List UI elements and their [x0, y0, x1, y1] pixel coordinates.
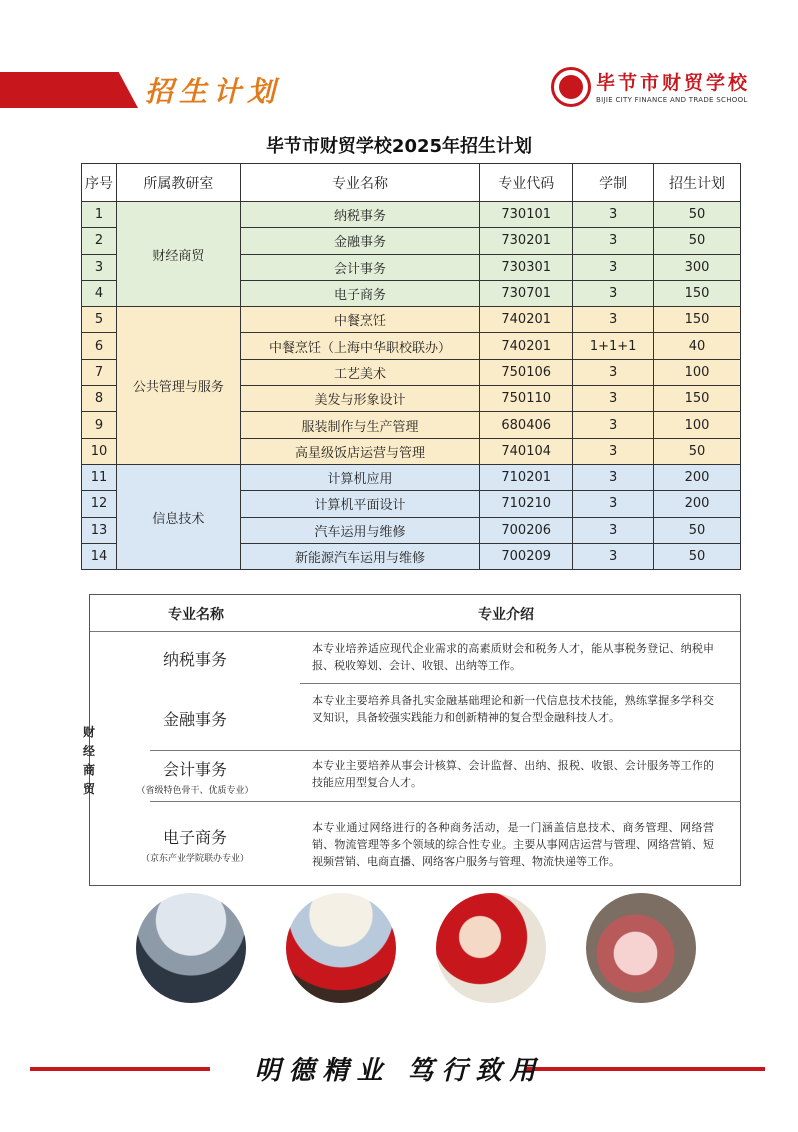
- cell-major: 纳税事务: [240, 202, 480, 228]
- cell-no: 2: [82, 228, 117, 254]
- major-name: 会计事务: [162, 760, 227, 779]
- cell-no: 12: [82, 491, 117, 517]
- cell-no: 4: [82, 280, 117, 306]
- student-practice-photo: [436, 893, 546, 1003]
- cell-plan: 50: [654, 228, 741, 254]
- divider: [150, 801, 740, 802]
- header-dept: 所属教研室: [116, 164, 240, 202]
- intro-col-name: 专业名称: [168, 607, 224, 623]
- table-header-row: [82, 164, 741, 202]
- school-motto: 明德精业 笃行致用: [254, 1056, 544, 1086]
- major-name: 金融事务: [162, 710, 227, 729]
- cell-major: 中餐烹饪: [240, 307, 480, 333]
- cell-no: 5: [82, 307, 117, 333]
- cell-code: 680406: [480, 412, 573, 438]
- cell-plan: 150: [654, 280, 741, 306]
- cell-code: 730301: [480, 254, 573, 280]
- cell-code: 710201: [480, 464, 573, 490]
- cell-dept: 公共管理与服务: [116, 307, 240, 465]
- enrollment-table: [81, 163, 741, 570]
- intro-side-label: 财经商贸: [82, 725, 95, 796]
- cell-years: 3: [573, 517, 654, 543]
- intro-col-desc: 专业介绍: [478, 607, 534, 623]
- cell-years: 3: [573, 438, 654, 464]
- cell-no: 13: [82, 517, 117, 543]
- cell-years: 3: [573, 464, 654, 490]
- cell-major: 美发与形象设计: [240, 386, 480, 412]
- major-name-block: [90, 757, 300, 796]
- major-note: （京东产业学院联办专业）: [140, 854, 249, 864]
- computer-lab-photo: [136, 893, 246, 1003]
- cell-major: 中餐烹饪（上海中华职校联办）: [240, 333, 480, 359]
- cell-no: 8: [82, 386, 117, 412]
- cell-major: 新能源汽车运用与维修: [240, 543, 480, 569]
- cell-no: 6: [82, 333, 117, 359]
- major-name-block: [90, 825, 300, 864]
- divider: [300, 683, 740, 684]
- school-logo-icon: [551, 67, 591, 107]
- major-desc: 本专业主要培养从事会计核算、会计监督、出纳、报税、收银、会计服务等工作的技能应用型复合人才。: [312, 759, 714, 789]
- cell-major: 计算机应用: [240, 464, 480, 490]
- major-desc: 本专业主要培养具备扎实金融基础理论和新一代信息技术技能，熟练掌握多学科交叉知识，具备较强实践能力和创新精神的复合型金融科技人才。: [312, 694, 714, 724]
- cell-code: 730101: [480, 202, 573, 228]
- cell-plan: 50: [654, 202, 741, 228]
- cell-no: 3: [82, 254, 117, 280]
- header-no: 序号: [82, 164, 117, 202]
- cell-major: 高星级饭店运营与管理: [240, 438, 480, 464]
- cell-code: 700206: [480, 517, 573, 543]
- cell-plan: 50: [654, 517, 741, 543]
- cell-code: 730201: [480, 228, 573, 254]
- cell-major: 汽车运用与维修: [240, 517, 480, 543]
- cell-plan: 50: [654, 438, 741, 464]
- cell-no: 14: [82, 543, 117, 569]
- cell-years: 3: [573, 359, 654, 385]
- table-row: [82, 464, 741, 490]
- school-name-en: BIJIE CITY FINANCE AND TRADE SCHOOL: [596, 96, 748, 104]
- cell-plan: 100: [654, 359, 741, 385]
- cell-years: 3: [573, 386, 654, 412]
- cell-years: 3: [573, 307, 654, 333]
- cell-years: 3: [573, 202, 654, 228]
- cell-years: 3: [573, 491, 654, 517]
- students-group-photo: [286, 893, 396, 1003]
- cell-major: 金融事务: [240, 228, 480, 254]
- cell-plan: 50: [654, 543, 741, 569]
- cell-code: 750106: [480, 359, 573, 385]
- cell-plan: 150: [654, 307, 741, 333]
- cell-years: 3: [573, 254, 654, 280]
- header-banner: [0, 72, 138, 108]
- major-intro-box: [82, 594, 741, 886]
- cell-plan: 300: [654, 254, 741, 280]
- cell-code: 750110: [480, 386, 573, 412]
- cell-years: 3: [573, 280, 654, 306]
- cell-no: 1: [82, 202, 117, 228]
- cell-plan: 200: [654, 491, 741, 517]
- divider: [90, 631, 740, 632]
- divider: [150, 750, 740, 751]
- cell-major: 工艺美术: [240, 359, 480, 385]
- cell-code: 740201: [480, 333, 573, 359]
- cell-code: 740104: [480, 438, 573, 464]
- intro-header: [90, 595, 740, 631]
- cell-code: 730701: [480, 280, 573, 306]
- cell-no: 9: [82, 412, 117, 438]
- banner-title: 招生计划: [145, 75, 282, 108]
- major-name-block: [90, 647, 300, 670]
- major-name: 电子商务: [162, 828, 227, 847]
- cell-plan: 150: [654, 386, 741, 412]
- page-title: 毕节市财贸学校2025年招生计划: [265, 136, 533, 157]
- major-desc: 本专业通过网络进行的各种商务活动，是一门涵盖信息技术、商务管理、网络营销、物流管理等多个领域的综合性专业。主要从事网店运营与管理、网络营销、短视频营销、电商直播、网络客户服务与管理、物流快递等工作。: [312, 821, 714, 868]
- cell-code: 740201: [480, 307, 573, 333]
- cell-major: 电子商务: [240, 280, 480, 306]
- cell-no: 7: [82, 359, 117, 385]
- live-stream-photo: [586, 893, 696, 1003]
- cell-years: 3: [573, 228, 654, 254]
- cell-years: 3: [573, 412, 654, 438]
- header-code: 专业代码: [480, 164, 573, 202]
- cell-no: 11: [82, 464, 117, 490]
- cell-major: 服装制作与生产管理: [240, 412, 480, 438]
- header-plan: 招生计划: [654, 164, 741, 202]
- major-name-block: [90, 707, 300, 730]
- cell-major: 计算机平面设计: [240, 491, 480, 517]
- table-row: [82, 202, 741, 228]
- cell-years: 1+1+1: [573, 333, 654, 359]
- cell-code: 710210: [480, 491, 573, 517]
- cell-plan: 100: [654, 412, 741, 438]
- major-note: （省级特色骨干、优质专业）: [136, 786, 254, 796]
- school-name-cn: 毕节市财贸学校: [596, 72, 751, 94]
- cell-plan: 200: [654, 464, 741, 490]
- major-name: 纳税事务: [162, 650, 227, 669]
- header-years: 学制: [573, 164, 654, 202]
- cell-major: 会计事务: [240, 254, 480, 280]
- cell-years: 3: [573, 543, 654, 569]
- cell-dept: 财经商贸: [116, 202, 240, 307]
- cell-dept: 信息技术: [116, 464, 240, 569]
- table-row: [82, 307, 741, 333]
- cell-plan: 40: [654, 333, 741, 359]
- header-major: 专业名称: [240, 164, 480, 202]
- major-desc: 本专业培养适应现代企业需求的高素质财会和税务人才，能从事税务登记、纳税申报、税收筹划、会计、收银、出纳等工作。: [312, 642, 714, 672]
- cell-no: 10: [82, 438, 117, 464]
- cell-code: 700209: [480, 543, 573, 569]
